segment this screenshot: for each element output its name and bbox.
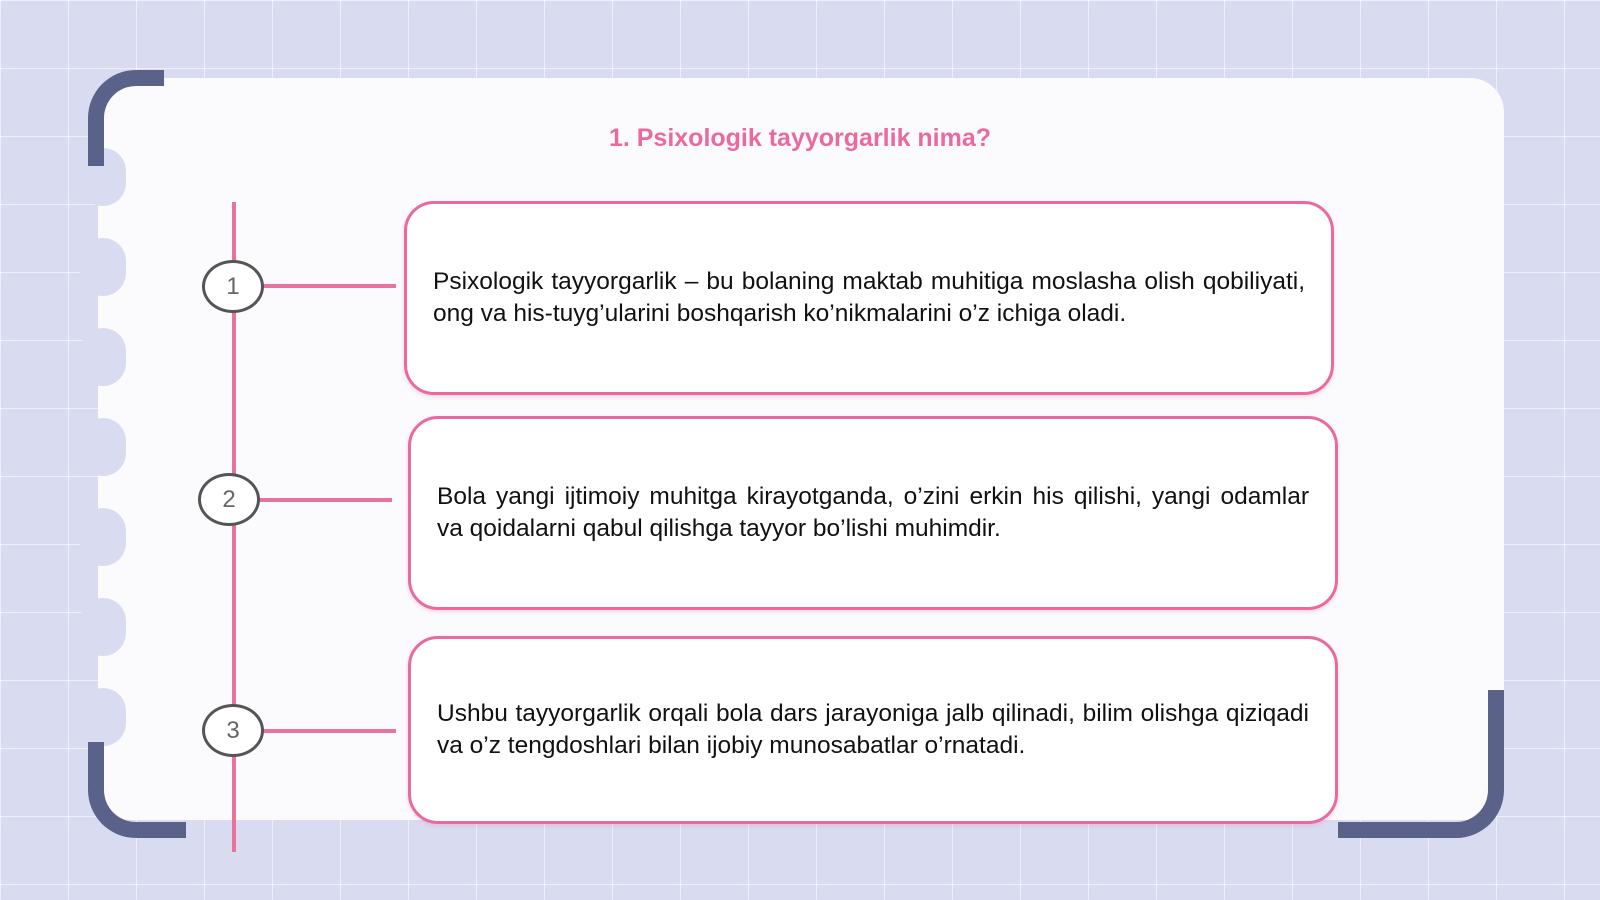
step-number-1: 1 bbox=[202, 260, 264, 313]
paper-notch bbox=[80, 508, 126, 566]
text-box-content: Ushbu tayyorgarlik orqali bola dars jarayoniga jalb qilinadi, bilim olishga qiziqadi va o’z tengdoshlari bilan ijobiy munosabatlar o’rnatadi. bbox=[437, 700, 1309, 759]
text-box-content: Bola yangi ijtimoiy muhitga kirayotganda, o’zini erkin his qilishi, yangi odamlar va qoidalarni qabul qilishga tayyor bo’lishi muhimdir. bbox=[437, 483, 1309, 542]
text-box-3 bbox=[408, 636, 1338, 824]
step-number-3: 3 bbox=[202, 704, 264, 757]
paper-notch bbox=[80, 328, 126, 386]
corner-bracket-bottom-right bbox=[1338, 690, 1504, 838]
paper-notch bbox=[80, 238, 126, 296]
timeline-connector bbox=[262, 284, 396, 288]
paper-notch bbox=[80, 598, 126, 656]
slide-title: 1. Psixologik tayyorgarlik nima? bbox=[608, 124, 992, 152]
text-box-1 bbox=[404, 201, 1334, 395]
timeline-connector bbox=[258, 498, 392, 502]
corner-bracket-bottom-left bbox=[88, 742, 186, 838]
step-number-2: 2 bbox=[198, 473, 260, 526]
text-box-content: Psixologik tayyorgarlik – bu bolaning maktab muhitiga moslasha olish qobiliyati, ong va his-tuyg’ularini boshqarish ko’nikmalarini o’z ichiga oladi. bbox=[433, 268, 1305, 327]
text-box-2 bbox=[408, 416, 1338, 610]
paper-notch bbox=[80, 688, 126, 746]
paper-notch bbox=[80, 418, 126, 476]
timeline-connector bbox=[262, 729, 396, 733]
